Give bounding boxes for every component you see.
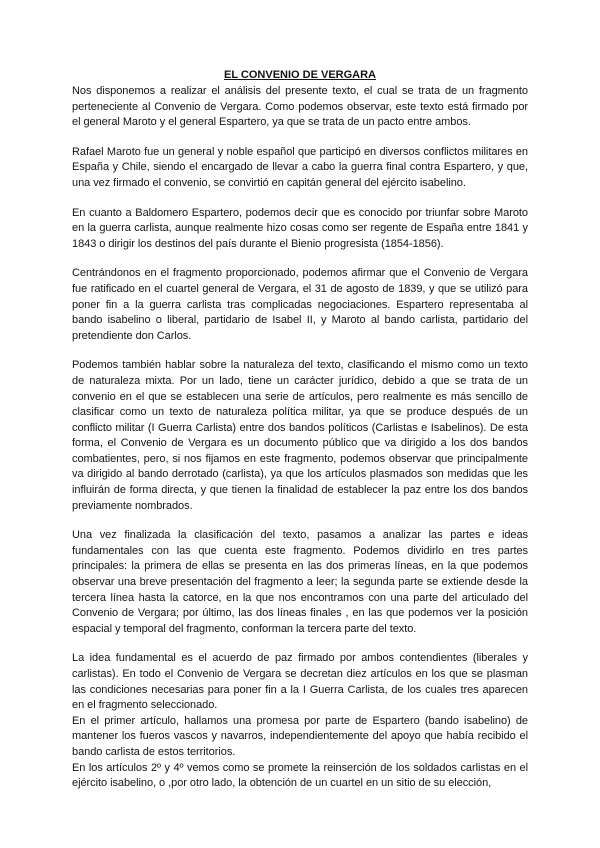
- paragraph-intro: Nos disponemos a realizar el análisis del presente texto, el cual se trata de un fragmento perteneciente al Convenio de Vergara. Como podemos observar, este texto está firmado por el general Maroto y el general Espartero, ya que se trata de un pacto entre ambos.: [72, 85, 528, 129]
- document-title: EL CONVENIO DE VERGARA: [224, 69, 376, 81]
- paragraph-article-1: En el primer artículo, hallamos una promesa por parte de Espartero (bando isabelino) de mantener los fueros vascos y navarros, independientemente del apoyo que había recibido el bando carlista de estos territorios.: [72, 714, 528, 758]
- paragraph-espartero: En cuanto a Baldomero Espartero, podemos decir que es conocido por triunfar sobre Maroto en la guerra carlista, aunque realmente hizo cosas como ser regente de España entre 1841 y 1843 o dirigir los destinos del país durante el Bienio progresista (1854-1856).: [72, 206, 528, 250]
- paragraph-maroto: Rafael Maroto fue un general y noble español que participó en diversos conflictos militares en España y Chile, siendo el encargado de llevar a cabo la guerra final contra Espartero, y que, una vez firmado el convenio, se convirtió en capitán general del ejército isabelino.: [72, 145, 528, 189]
- paragraph-nature: Podemos también hablar sobre la naturaleza del texto, clasificando el mismo como un texto de naturaleza mixta. Por un lado, tiene un carácter jurídico, debido a que se trata de un convenio en el que se establecen una serie de artículos, pero realmente es más sencillo de clasificar como un texto de naturaleza política militar, ya que se produce después de un conflicto militar (I Guerra Carlista) entre dos bandos políticos (Carlistas e Isabelinos). De esta forma, el Convenio de Vergara es un documento público que va dirigido a los dos bandos combatientes, pero, si nos fijamos en este fragmento, podemos observar que principalmente va dirigido al bando derrotado (carlista), ya que los artículos plasmados son medidas que les influirán de forma directa, y que tienen la finalidad de establecer la paz entre los dos bandos previamente nombrados.: [72, 359, 528, 512]
- paragraph-main-idea: La idea fundamental es el acuerdo de paz firmado por ambos contendientes (liberales y carlistas). En todo el Convenio de Vergara se decretan diez artículos en los que se plasman las condiciones necesarias para poner fin a la I Guerra Carlista, de los cuales tres aparecen en el fragmento seleccionado.: [72, 652, 528, 712]
- paragraph-articles-2-4: En los artículos 2º y 4º vemos como se promete la reinserción de los soldados carlistas en el ejército isabelino, o ,por otro lado, la obtención de un cuartel en un sitio de su elección,: [72, 761, 528, 790]
- paragraph-parts: Una vez finalizada la clasificación del texto, pasamos a analizar las partes e ideas fundamentales con las que cuenta este fragmento. Podemos dividirlo en tres partes principales: la primera de ellas se presenta en las dos primeras líneas, en la que podemos observar una breve presentación del fragmento a leer; la segunda parte se extiende desde la tercera línea hasta la catorce, en la que nos encontramos con una parte del articulado del Convenio de Vergara; por último, las dos líneas finales , en las que podemos ver la posición espacial y temporal del fragmento, conforman la tercera parte del texto.: [72, 529, 528, 635]
- paragraph-fragment: Centrándonos en el fragmento proporcionado, podemos afirmar que el Convenio de Vergara fue ratificado en el cuartel general de Vergara, el 31 de agosto de 1839, y que se utilizó para poner fin a la guerra carlista tras complicadas negociaciones. Espartero representaba al bando isabelino o liberal, partidario de Isabel II, y Maroto al bando carlista, partidario del pretendiente don Carlos.: [72, 267, 528, 342]
